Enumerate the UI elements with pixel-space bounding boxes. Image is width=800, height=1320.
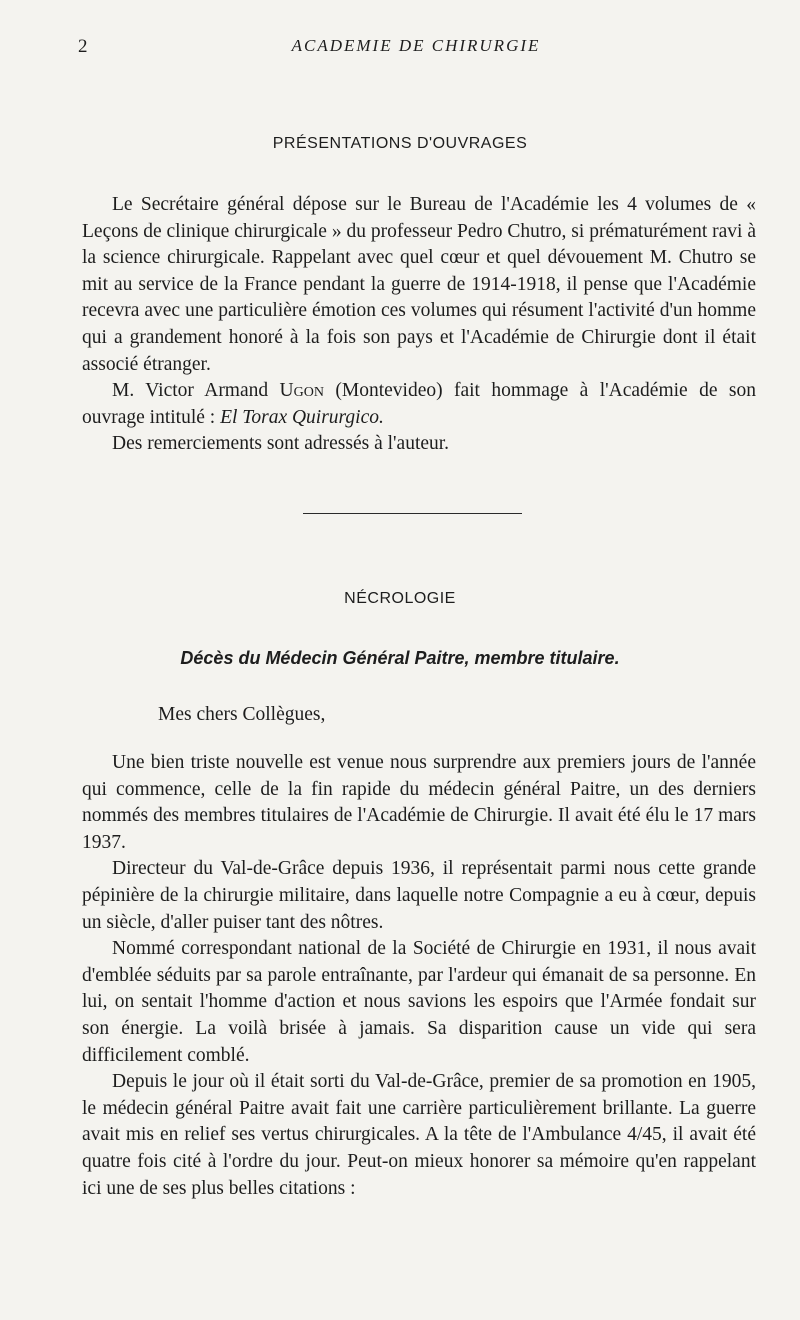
necrologie-heading: NÉCROLOGIE — [344, 590, 456, 607]
author-name: Ugon — [279, 380, 324, 402]
presentations-paragraph: Le Secrétaire général dépose sur le Bureau de l'Académie les 4 volumes de « Leçons de clinique chirurgicale » du professeur Pedro Chutro, si prématurément ravi à la science chirurgicale. Rappelant avec quel cœur et quel dévouement M. Chutro se mit au service de la France pendant la guerre de 1914-1918, il pense que l'Académie recevra avec une particulière émotion ces volumes qui résument l'activité d'un homme qui a grandement honoré à la fois son pays et l'Académie de Chirurgie dont il était associé étranger. — [82, 194, 756, 375]
necrologie-paragraph: Nommé correspondant national de la Société de Chirurgie en 1931, il nous avait d'emblée séduits par sa parole entraînante, par l'ardeur qui émanait de sa personne. En lui, on sentait l'homme d'action et nous savions les espoirs que l'Armée fondait sur son énergie. La voilà brisée à jamais. Sa disparition cause un vide qui sera difficilement comblé. — [82, 938, 756, 1066]
presentations-paragraph — [82, 378, 756, 431]
necrologie-paragraph: Depuis le jour où il était sorti du Val-de-Grâce, premier de sa promotion en 1905, le médecin général Paitre avait fait une carrière particulièrement brillante. La guerre avait mis en relief ses vertus chirurgicales. A la tête de l'Ambulance 4/45, il avait été quatre fois cité à l'ordre du jour. Peut-on mieux honorer sa mémoire qu'en rappelant ici une de ses plus belles citations : — [82, 1071, 756, 1199]
text-segment: M. Victor Armand — [112, 380, 280, 402]
necrologie-subtitle: Décès du Médecin Général Paitre, membre titulaire. — [180, 648, 620, 668]
presentations-paragraph: Des remerciements sont adressés à l'auteur. — [112, 433, 450, 455]
running-header — [78, 36, 754, 60]
necrologie-paragraph: Une bien triste nouvelle est venue nous surprendre aux premiers jours de l'année qui commence, celle de la fin rapide du médecin général Paitre, un des derniers nommés des membres titulaires de l'Académie de Chirurgie. Il avait été élu le 17 mars 1937. — [82, 752, 756, 853]
presentations-heading: PRÉSENTATIONS D'OUVRAGES — [272, 135, 528, 152]
journal-title: ACADEMIE DE CHIRURGIE — [291, 36, 541, 55]
text-segment: (Montevideo) fait hommage à l'Académie de son ouvrage intitulé : — [82, 380, 756, 428]
page-number: 2 — [78, 36, 88, 57]
book-title: El Torax Quirurgico. — [220, 406, 384, 428]
necrologie-paragraph: Directeur du Val-de-Grâce depuis 1936, il représentait parmi nous cette grande pépinière de la chirurgie militaire, dans laquelle notre Compagnie a eu à cœur, depuis un siècle, d'aller puiser tant des nôtres. — [82, 858, 756, 933]
section-divider — [303, 513, 522, 514]
necrologie-section — [82, 750, 756, 1202]
presentations-section — [82, 192, 756, 458]
salutation: Mes chers Collègues, — [158, 704, 326, 725]
